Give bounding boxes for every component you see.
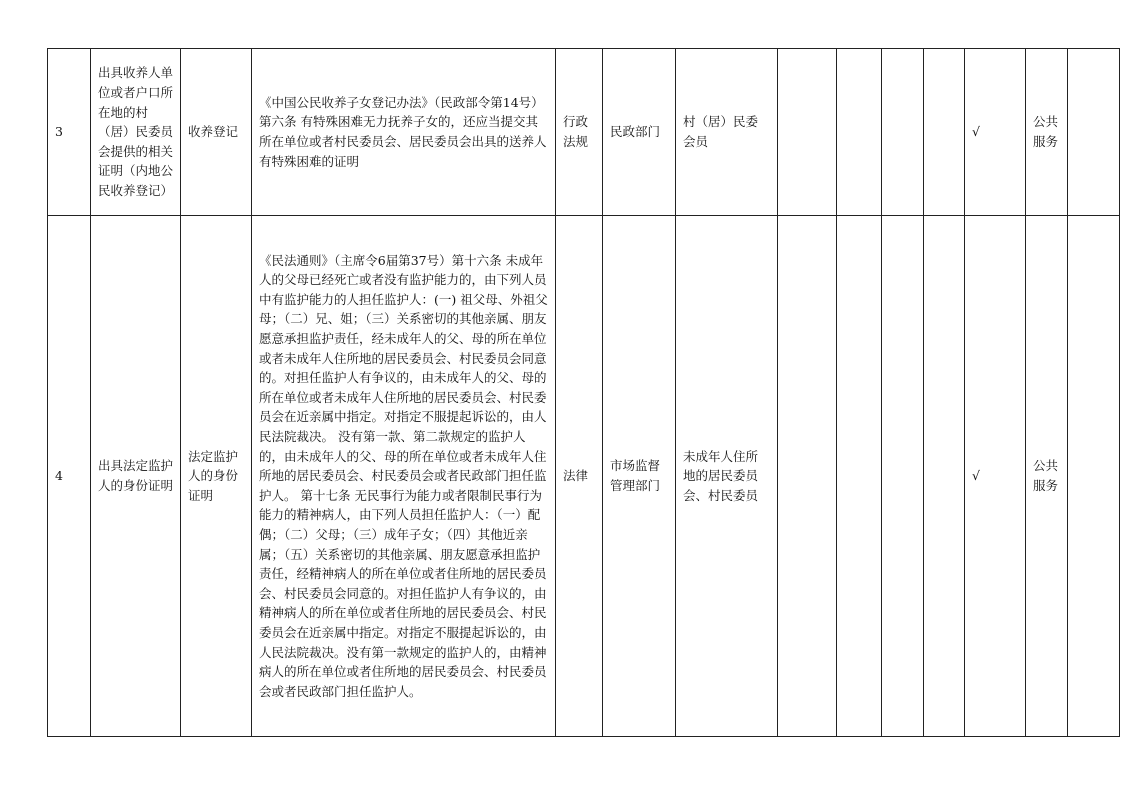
legal-basis: 《民法通则》（主席令6届第37号）第十六条 未成年人的父母已经死亡或者没有监护能力的，由下列人员中有监护能力的人担任监护人：(一) 祖父母、外祖父母；（二）兄、姐；（三）关系密切的其他亲属、朋友愿意承担监护责任，经未成年人的父、母的所在单位或者未成年人住所地的居民委员会、村民委员会同意的。对担任监护人有争议的，由未成年人的父、母的所在单位或者未成年人住所地的居民委员会、村民委员会在近亲属中指定。对指定不服提起诉讼的，由人民法院裁决。 没有第一款、第二款规定的监护人的，由未成年人的父、母的所在单位或者未成年人住所地的居民委员会、村民委员会或者民政部门担任监护人。 第十七条 无民事行为能力或者限制民事行为能力的精神病人，由下列人员担任监护人：（一）配偶；（二）父母；（三）成年子女；（四）其他近亲属；（五）关系密切的其他亲属、朋友愿意承担监护责任，经精神病人的所在单位或者住所地的居民委员会、村民委员会同意的。对担任监护人有争议的，由精神病人的所在单位或者住所地的居民委员会、村民委员会在近亲属中指定。对指定不服提起诉讼的，由人民法院裁决。没有第一款规定的监护人的，由精神病人的所在单位或者住所地的居民委员会、村民委员会或者民政部门担任监护人。 (252, 216, 556, 737)
department: 民政部门 (603, 49, 676, 216)
certificate-items-table (47, 48, 1120, 737)
empty-cell (778, 49, 837, 216)
service-name: 收养登记 (181, 49, 252, 216)
issuing-body: 未成年人住所地的居民委员会、村民委员 (676, 216, 778, 737)
empty-cell (837, 216, 882, 737)
table-row (48, 216, 1120, 737)
certificate-item: 出具法定监护人的身份证明 (91, 216, 181, 737)
basis-type: 法律 (556, 216, 603, 737)
category: 公共服务 (1026, 216, 1068, 737)
empty-cell (924, 216, 965, 737)
certificate-item: 出具收养人单位或者户口所在地的村（居）民委员会提供的相关证明（内地公民收养登记） (91, 49, 181, 216)
empty-cell (882, 49, 924, 216)
empty-cell (1068, 49, 1120, 216)
check-mark: √ (965, 49, 1026, 216)
table-row (48, 49, 1120, 216)
basis-type: 行政法规 (556, 49, 603, 216)
legal-basis: 《中国公民收养子女登记办法》（民政部令第14号）第六条 有特殊困难无力抚养子女的，还应当提交其所在单位或者村民委员会、居民委员会出具的送养人有特殊困难的证明 (252, 49, 556, 216)
empty-cell (1068, 216, 1120, 737)
service-name: 法定监护人的身份证明 (181, 216, 252, 737)
empty-cell (837, 49, 882, 216)
department: 市场监督管理部门 (603, 216, 676, 737)
empty-cell (778, 216, 837, 737)
issuing-body: 村（居）民委会员 (676, 49, 778, 216)
check-mark: √ (965, 216, 1026, 737)
empty-cell (924, 49, 965, 216)
category: 公共服务 (1026, 49, 1068, 216)
empty-cell (882, 216, 924, 737)
row-number: 3 (48, 49, 91, 216)
row-number: 4 (48, 216, 91, 737)
